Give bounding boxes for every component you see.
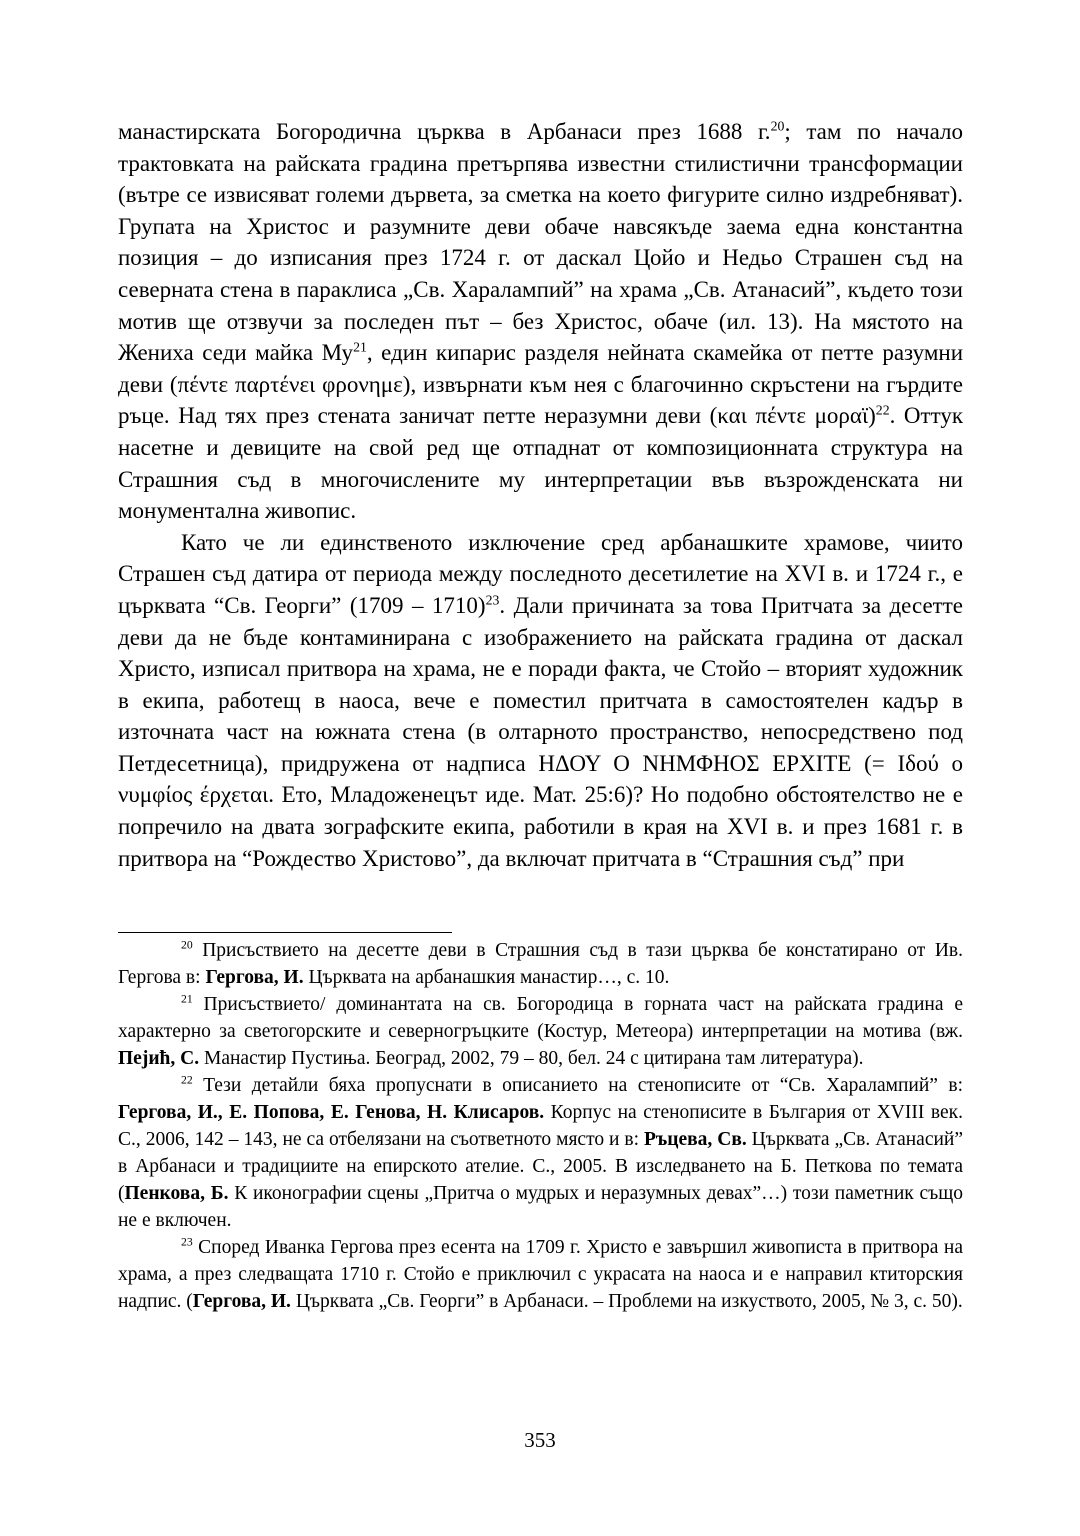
footnote-23: [118, 1234, 963, 1315]
paragraph-2: [118, 527, 963, 875]
author-name: Гергова, И.: [192, 1291, 291, 1312]
main-text: [118, 116, 963, 874]
footnote-text-run: Корпус на стенописите в България от XVIII век. С., 2006, 142 – 143, не са отбелязани на съответното място и в:: [118, 1102, 963, 1150]
footnote-text-run: Църквата „Св. Георги” в Арбанаси. – Проблеми на изкуството, 2005, № 3, с. 50).: [290, 1291, 963, 1312]
footnote-text-run: К иконографии сцены „Притча о мудрых и неразумных девах”…) този паметник също не е включен.: [118, 1183, 963, 1231]
footnote-text-run: Манастир Пустиња. Београд, 2002, 79 – 80, бел. 24 с цитирана там литература).: [199, 1048, 864, 1069]
author-name: Гергова, И.: [205, 967, 304, 988]
paragraph-text-run: . Дали причината за това Притчата за десетте деви да не бъде контаминирана с изображението на райската градина от даскал Христо, изписал притвора на храма, не е поради факта, че Стойо – вторият художник в екипа, работещ в наоса, вече е поместил притчата в самостоятелен кадър в източната част на южната стена (в олтарното пространство, непосредствено под Петдесетница), придружена от надписа ΗΔΟΥ Ο ΝΗΜΦΗΟΣ ΕΡΧΙΤΕ (= Ιδού ο νυμφίος έρχεται. Ето, Младоженецът иде. Мат. 25:6)? Но подобно обстоятелство не е попречило на двата зографските екипа, работили в края на XVI в. и през 1681 г. в притвора на “Рождество Христово”, да включат притчата в “Страшния съд” при: [118, 592, 963, 871]
author-name: Пенкова, Б.: [124, 1183, 229, 1204]
footnote-ref: 20: [770, 118, 785, 134]
paragraph-text-run: манастирската Богородична църква в Арбанаси през 1688 г.: [118, 119, 771, 144]
footnote-text-run: Църквата „Св. Атанасий” в Арбанаси и традициите на епирското ателие. С., 2005. В изследването на Б. Петкова по темата (: [118, 1129, 963, 1204]
footnote-text-run: Присъствието на десетте деви в Страшния съд в тази църква бе констатирано от Ив. Гергова в:: [118, 940, 963, 988]
footnote-20: [118, 937, 963, 991]
paragraph-1: [118, 116, 963, 527]
footnote-ref: 22: [875, 402, 890, 418]
paragraph-text-run: , един кипарис разделя нейната скамейка от петте разумни деви (πέντε παρτένει φρονημε), извърнати към нея с благочинно скръстени на гърдите ръце. Над тях през стената заничат петте неразумни деви (και πέντε μοραϊ): [118, 340, 963, 429]
footnote-21: [118, 991, 963, 1072]
author-name: Гергова, И., Е. Попова, Е. Генова, Н. Клисаров.: [118, 1102, 545, 1123]
footnote-separator: [118, 932, 452, 933]
footnote-text-run: Според Иванка Гергова през есента на 1709 г. Христо е завършил живописта в притвора на храма, а през следващата 1710 г. Стойо е приключил с украсата на наоса и е направил ктиторския надпис. (: [118, 1237, 963, 1312]
footnote-22: [118, 1072, 963, 1234]
author-name: Ръцева, Св.: [643, 1129, 747, 1150]
footnotes: [118, 937, 963, 1315]
footnote-text-run: Църквата на арбанашкия манастир…, с. 10.: [303, 967, 670, 988]
footnote-ref: 21: [353, 339, 367, 355]
author-name: Пејић, С.: [118, 1048, 200, 1069]
page-number: 353: [524, 1428, 556, 1452]
footnote-ref: 21: [181, 992, 193, 1006]
footnote-text-run: Присъствието/ доминантата на св. Богородица в горната част на райската градина е характерно за светогорските и северногръцките (Костур, Метеора) интерпретации на мотива (вж.: [118, 994, 963, 1042]
paragraph-text-run: . Оттук насетне и девиците на свой ред ще отпаднат от композиционната структура на Страшния съд в многочислените му интерпретации във възрожденската ни монументална живопис.: [118, 403, 963, 524]
footnote-ref: 23: [181, 1235, 193, 1249]
paragraph-text-run: Като че ли единственото изключение сред арбанашките храмове, чиито Страшен съд датира от периода между последното десетилетие на XVI в. и 1724 г., е църквата “Св. Георги” (1709 – 1710): [118, 529, 963, 618]
footnote-ref: 22: [181, 1073, 193, 1087]
footnote-ref: 23: [485, 592, 500, 608]
footnote-ref: 20: [181, 938, 193, 952]
paragraph-text-run: ; там по начало трактовката на райската градина претърпява известни стилистични трансформации (вътре се извисяват големи дървета, за сметка на което фигурите силно издребняват). Групата на Христос и разумните деви обаче навсякъде заема една константна позиция – до изписания през 1724 г. от даскал Цойо и Недьо Страшен съд на северната стена в параклиса „Св. Харалампий” на храма „Св. Атанасий”, където този мотив ще отзвучи за последен път – без Христос, обаче (ил. 13). На мястото на Жениха седи майка Му: [118, 119, 963, 366]
footnote-text-run: Тези детайли бяха пропуснати в описанието на стенописите от “Св. Харалампий” в:: [192, 1075, 963, 1096]
